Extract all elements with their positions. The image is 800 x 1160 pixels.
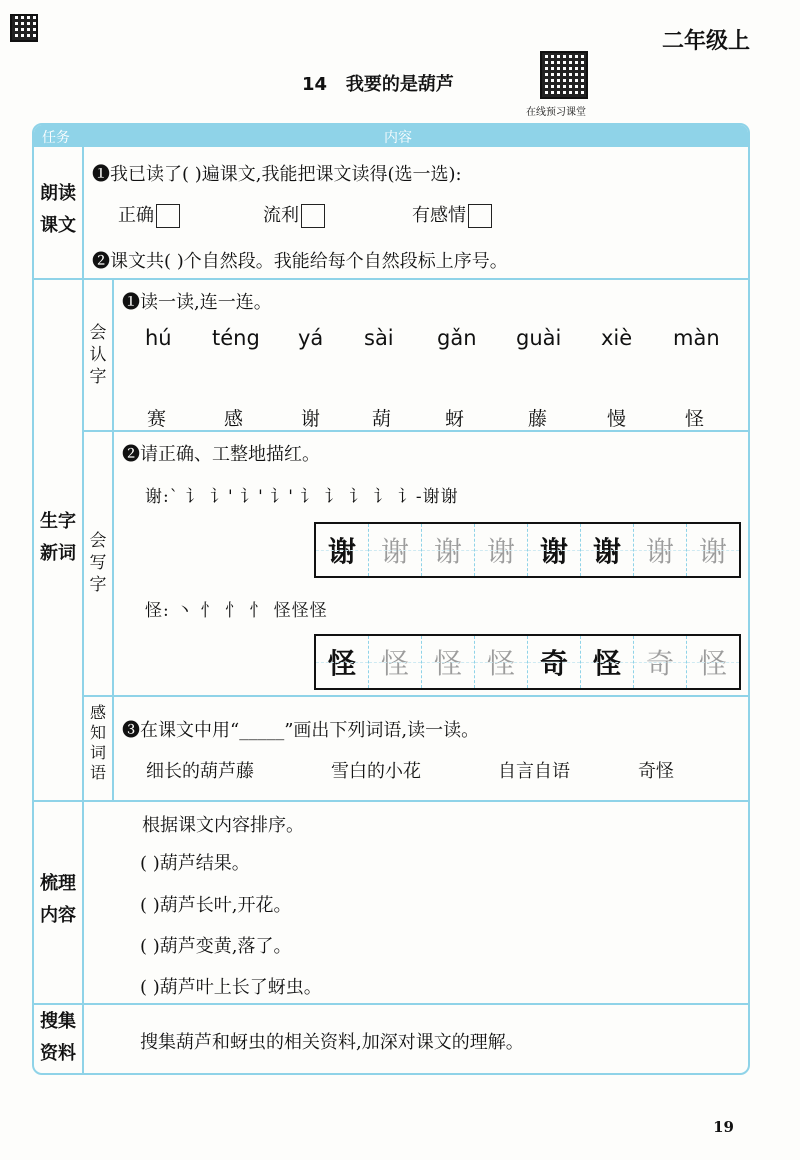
order-item[interactable]: ( )葫芦长叶,开花。 (140, 895, 292, 916)
collect-section-label: 搜集 资料 (40, 1011, 76, 1064)
collect-task-text: 搜集葫芦和蚜虫的相关资料,加深对课文的理解。 (140, 1032, 524, 1053)
pinyin-item[interactable]: téng (212, 326, 260, 350)
tracing-grid-guai (314, 634, 741, 690)
character-item[interactable]: 葫 (372, 408, 392, 430)
pinyin-item[interactable]: xiè (601, 326, 633, 350)
grid-cell[interactable]: 怪 (475, 636, 528, 688)
checkbox-fluent[interactable] (301, 204, 325, 228)
grade-label: 二年级上 (661, 29, 750, 54)
recognize-instruction: ❶读一读,连一连。 (122, 292, 272, 313)
pinyin-item[interactable]: yá (298, 326, 324, 350)
qr-caption: 在线预习课堂 (526, 107, 586, 118)
character-item[interactable]: 怪 (685, 408, 705, 430)
pinyin-item[interactable]: gǎn (437, 326, 477, 350)
lesson-title (302, 70, 454, 96)
preview-qr-code[interactable] (540, 51, 588, 99)
character-item[interactable]: 藤 (528, 408, 548, 430)
perceive-instruction: ❸在课文中用“_____”画出下列词语,读一读。 (122, 720, 480, 741)
order-item[interactable]: ( )葫芦变黄,落了。 (140, 936, 292, 957)
reading-option-accurate[interactable]: 正确 (118, 201, 180, 228)
lesson-number: 14 (302, 74, 328, 95)
grid-cell[interactable]: 谢 (422, 524, 475, 576)
reading-question-2: ❷课文共( )个自然段。我能给每个自然段标上序号。 (92, 251, 508, 272)
character-item[interactable]: 慢 (607, 408, 627, 430)
word-item[interactable]: 雪白的小花 (331, 761, 421, 782)
grid-cell[interactable]: 谢 (581, 524, 634, 576)
write-instruction: ❷请正确、工整地描红。 (122, 444, 320, 465)
grid-cell[interactable]: 谢 (475, 524, 528, 576)
character-item[interactable]: 蚜 (445, 408, 465, 430)
pinyin-item[interactable]: màn (673, 326, 720, 350)
content-column-header: 内容 (384, 130, 412, 146)
reading-section-label: 朗读 课文 (40, 183, 76, 236)
character-item[interactable]: 谢 (301, 408, 321, 430)
word-item[interactable]: 自言自语 (498, 761, 570, 782)
checkbox-expressive[interactable] (468, 204, 492, 228)
word-item[interactable]: 奇怪 (638, 761, 674, 782)
reading-question-1: ❶我已读了( )遍课文,我能把课文读得(选一选): (92, 164, 462, 185)
grid-cell[interactable]: 谢 (369, 524, 422, 576)
organize-instruction: 根据课文内容排序。 (142, 815, 304, 836)
corner-qr-icon (10, 14, 38, 42)
grid-cell[interactable]: 怪 (422, 636, 475, 688)
pinyin-item[interactable]: hú (145, 326, 172, 350)
stroke-order-guai: 怪: 丶 忄 忄 忄 怪怪怪 (145, 601, 328, 621)
table-header (34, 125, 748, 147)
pinyin-item[interactable]: sài (364, 326, 394, 350)
character-item[interactable]: 感 (224, 408, 244, 430)
grid-cell[interactable]: 怪 (581, 636, 634, 688)
order-item[interactable]: ( )葫芦结果。 (140, 853, 250, 874)
pinyin-item[interactable]: guài (516, 326, 562, 350)
order-item[interactable]: ( )葫芦叶上长了蚜虫。 (140, 977, 322, 998)
task-column-header: 任务 (42, 130, 70, 146)
grid-cell[interactable]: 奇 (634, 636, 687, 688)
vocab-section-label: 生字 新词 (40, 511, 76, 564)
character-item[interactable]: 赛 (147, 408, 167, 430)
page-number: 19 (713, 1118, 734, 1136)
grid-cell[interactable]: 谢 (687, 524, 739, 576)
lesson-name: 我要的是葫芦 (345, 74, 454, 95)
reading-option-expressive[interactable]: 有感情 (412, 201, 492, 228)
recognize-label: 会 认 字 (89, 323, 107, 387)
grid-cell[interactable]: 谢 (316, 524, 369, 576)
word-item[interactable]: 细长的葫芦藤 (146, 761, 254, 782)
checkbox-accurate[interactable] (156, 204, 180, 228)
reading-option-fluent[interactable]: 流利 (263, 201, 325, 228)
grid-cell[interactable]: 怪 (316, 636, 369, 688)
grid-cell[interactable]: 谢 (528, 524, 581, 576)
perceive-label: 感 知 词 语 (89, 703, 106, 782)
stroke-order-xie: 谢:` 讠 讠' 讠' 讠' 讠 讠 讠 讠 讠-谢谢 (145, 487, 459, 507)
grid-cell[interactable]: 谢 (634, 524, 687, 576)
grid-cell[interactable]: 怪 (687, 636, 739, 688)
write-label: 会 写 字 (89, 531, 107, 595)
grid-cell[interactable]: 怪 (369, 636, 422, 688)
grid-cell[interactable]: 奇 (528, 636, 581, 688)
tracing-grid-xie (314, 522, 741, 578)
organize-section-label: 梳理 内容 (40, 873, 76, 926)
